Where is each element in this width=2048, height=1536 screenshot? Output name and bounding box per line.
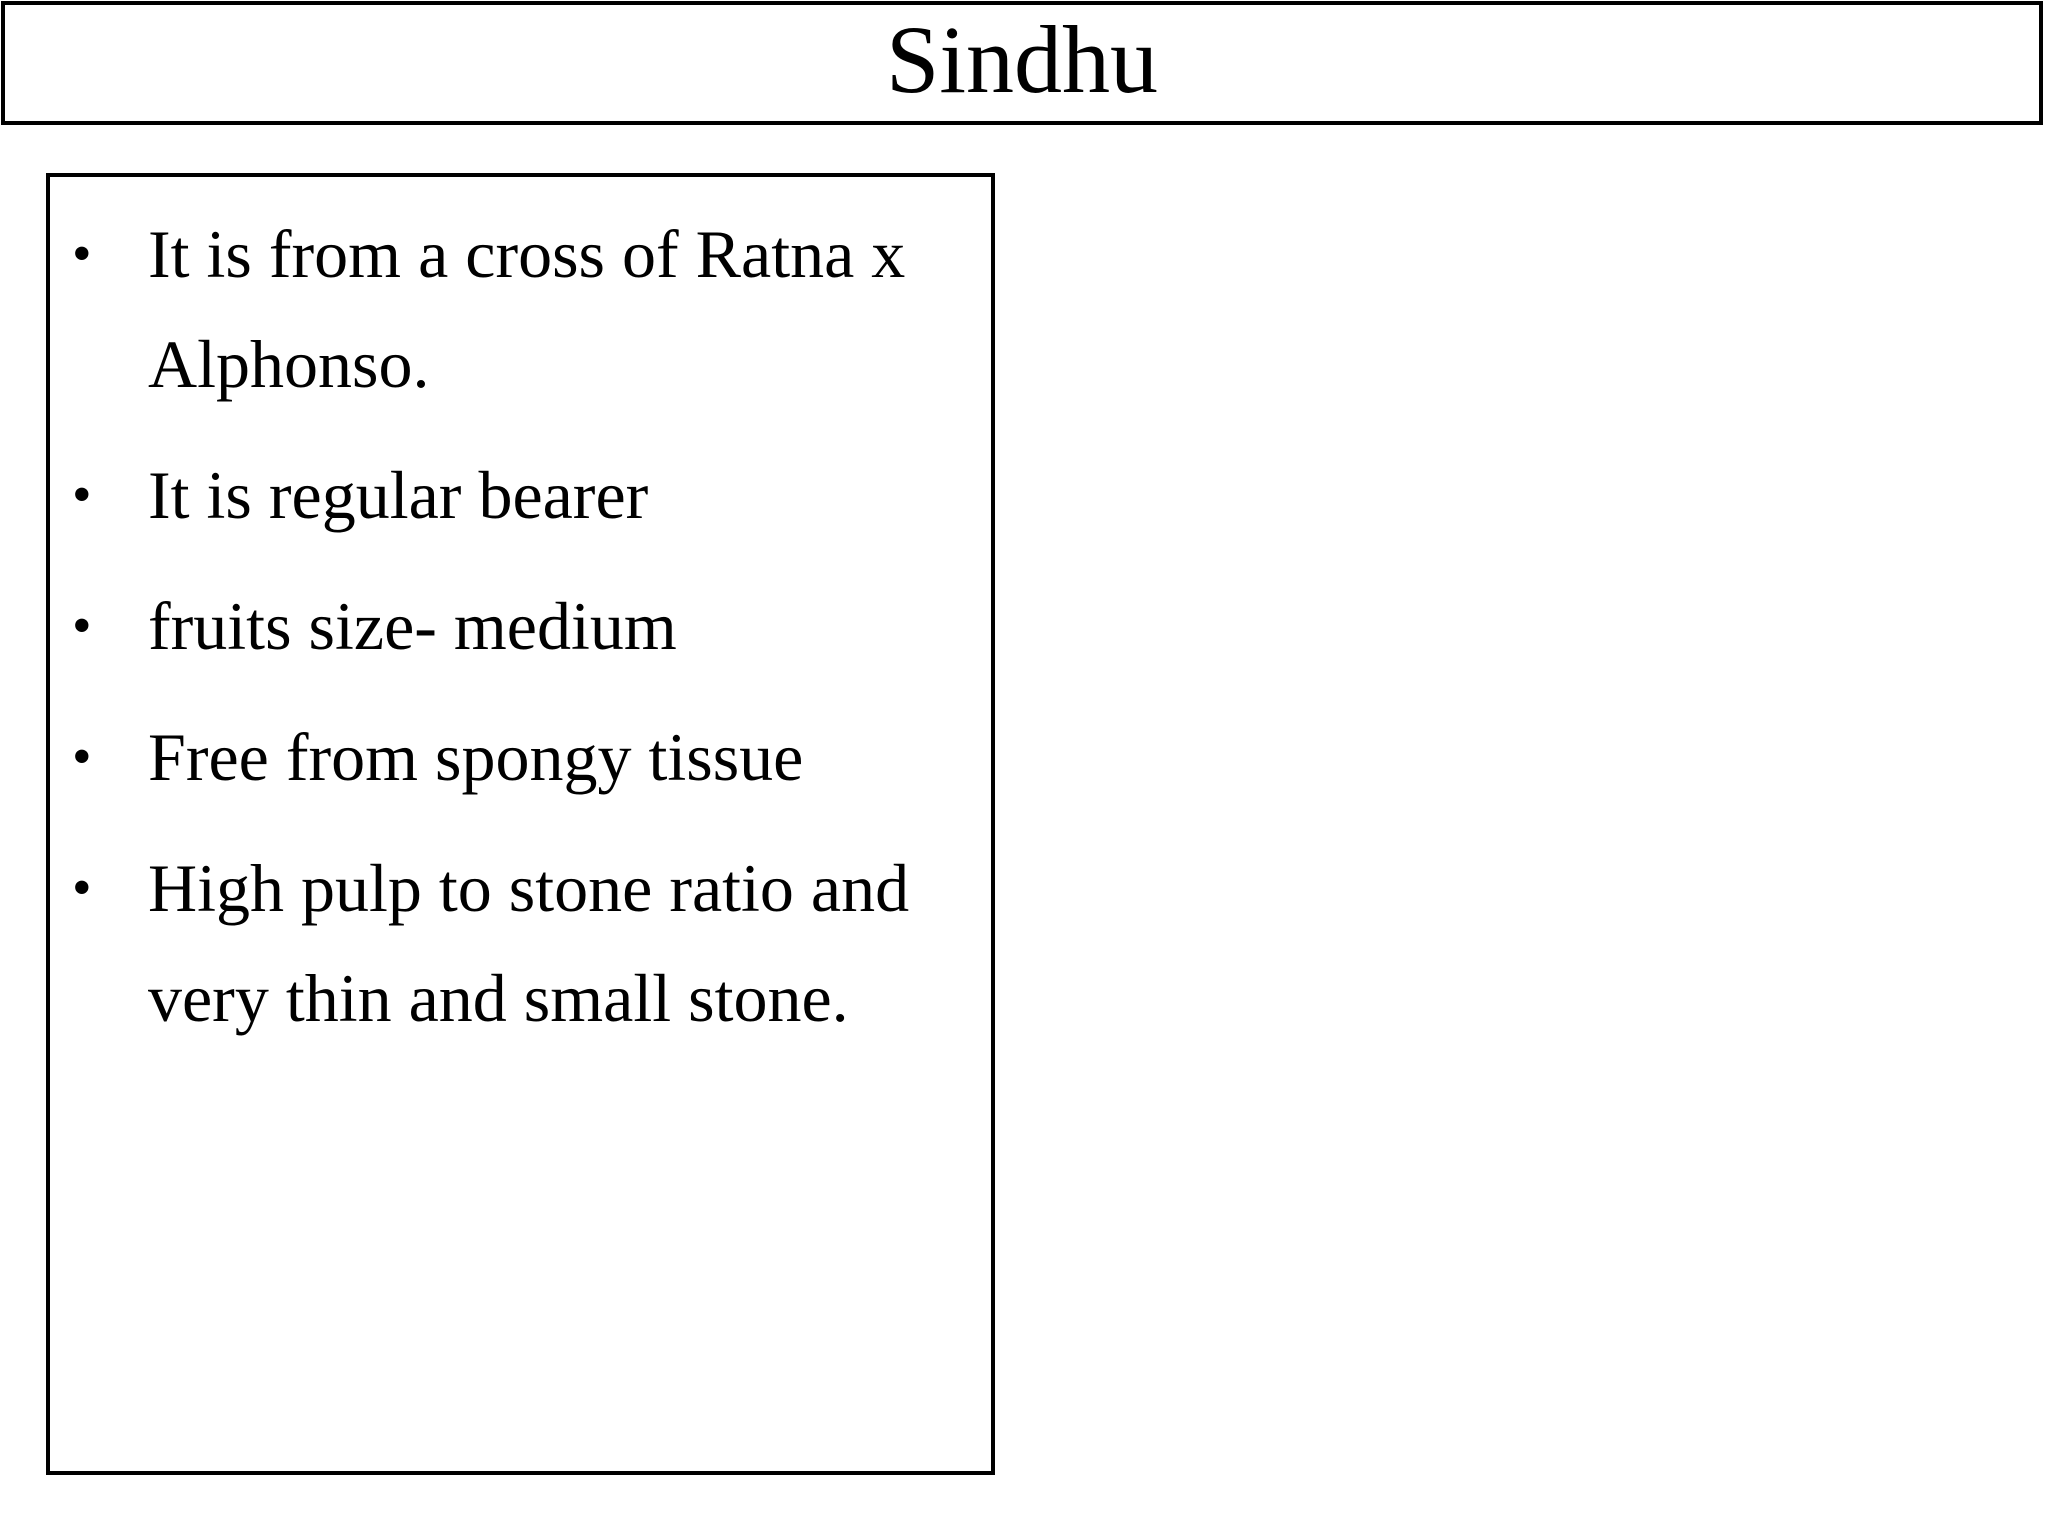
bullet-text: fruits size- medium <box>148 588 677 664</box>
content-box <box>46 173 995 1475</box>
bullet-dot-icon: • <box>72 726 92 788</box>
bullet-dot-icon: • <box>72 857 92 919</box>
bullet-text: It is from a cross of Ratna x Alphonso. <box>148 216 906 402</box>
bullet-text: Free from spongy tissue <box>148 719 804 795</box>
bullet-list <box>50 199 991 1074</box>
bullet-dot-icon: • <box>72 595 92 657</box>
bullet-item <box>50 571 991 681</box>
bullet-item <box>50 440 991 550</box>
bullet-item <box>50 199 991 419</box>
bullet-item <box>50 702 991 812</box>
slide-title: Sindhu <box>885 6 1159 113</box>
bullet-text: It is regular bearer <box>148 457 649 533</box>
bullet-dot-icon: • <box>72 223 92 285</box>
bullet-item <box>50 833 991 1053</box>
title-box <box>1 1 2043 125</box>
bullet-text: High pulp to stone ratio and very thin and small stone. <box>148 850 910 1036</box>
bullet-dot-icon: • <box>72 464 92 526</box>
